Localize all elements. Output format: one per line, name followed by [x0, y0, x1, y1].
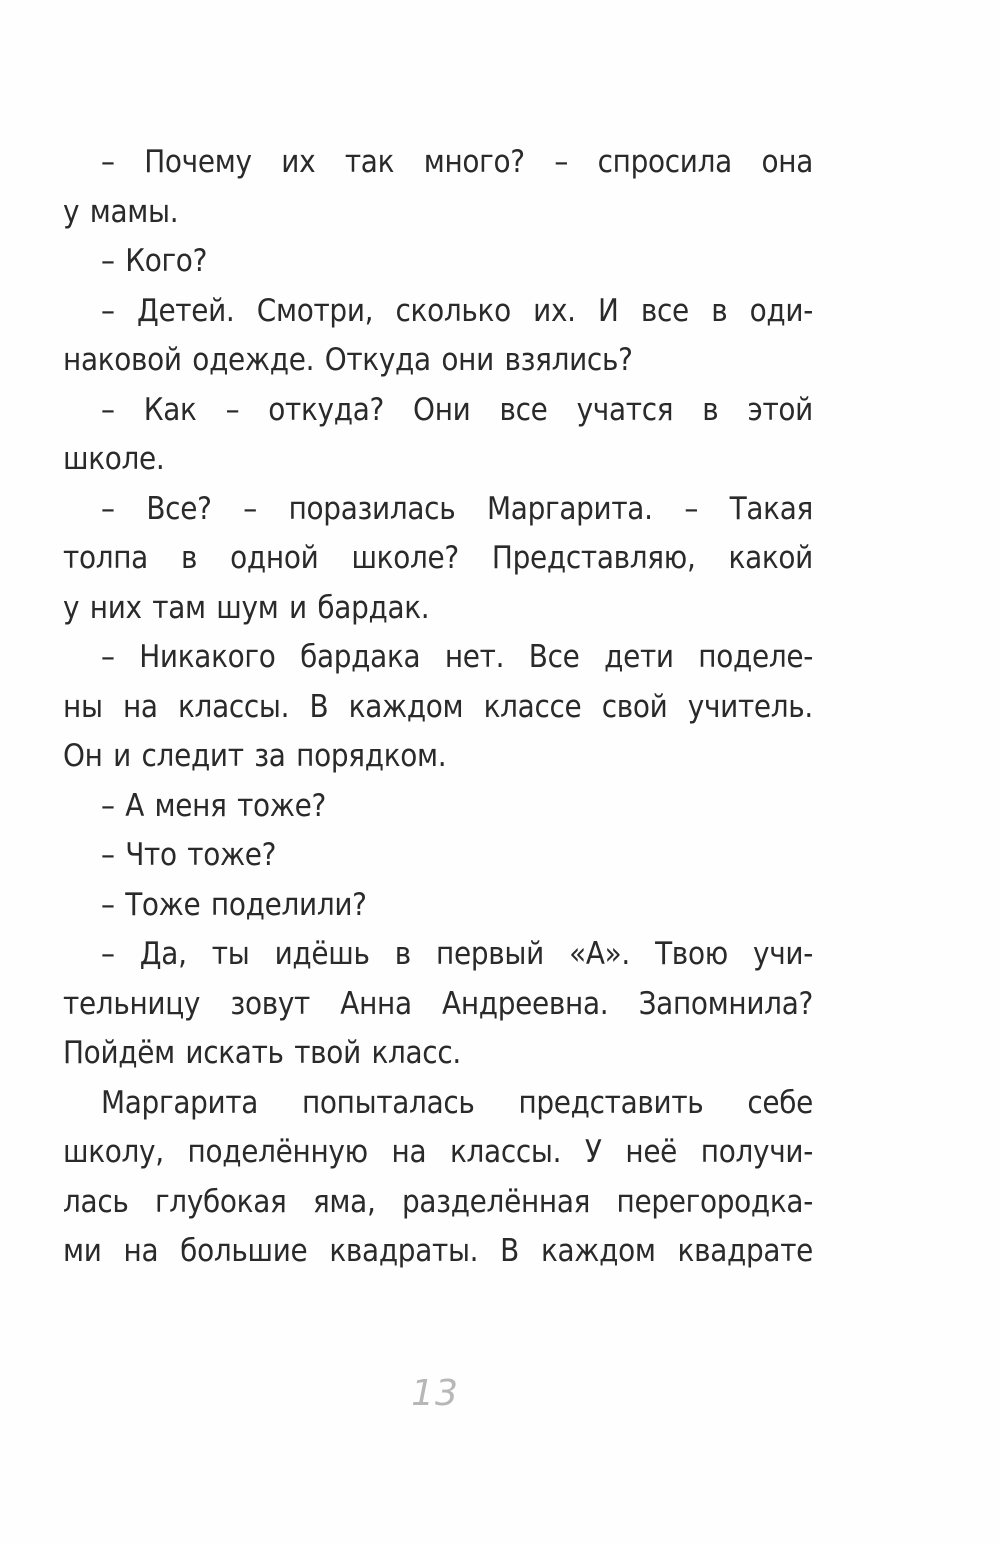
text-line: – Как – откуда? Они все учатся в этой — [101, 391, 813, 428]
text-line: – Все? – поразилась Маргарита. – Такая — [101, 490, 813, 527]
text-line: – Детей. Смотри, сколько их. И все в оди- — [101, 292, 813, 329]
text-line: Маргарита попыталась представить себе — [101, 1084, 813, 1121]
text-line: наковой одежде. Откуда они взялись? — [63, 342, 633, 378]
text-line: школе. — [63, 441, 165, 477]
text-line: – Никакого бардака нет. Все дети поделе- — [101, 639, 813, 675]
text-line: у них там шум и бардак. — [63, 589, 430, 626]
text-line: школу, поделённую на классы. У неё получи- — [63, 1134, 813, 1170]
text-line: – Почему их так много? – спросила она — [101, 144, 813, 180]
text-line: – Что тоже? — [101, 837, 277, 873]
text-line: ми на большие квадраты. В каждом квадрате — [63, 1233, 813, 1269]
text-line: – Тоже поделили? — [101, 886, 367, 923]
text-line: – Кого? — [101, 243, 208, 279]
text-line: – Да, ты идёшь в первый «А». Твою учи- — [101, 936, 813, 972]
text-line: ны на классы. В каждом классе свой учитель. — [63, 688, 813, 725]
text-line: у мамы. — [63, 193, 179, 230]
text-line: лась глубокая яма, разделённая перегородка- — [63, 1183, 813, 1220]
text-line: Пойдём искать твой класс. — [63, 1035, 461, 1071]
text-line: тельницу зовут Анна Андреевна. Запомнила? — [63, 985, 813, 1022]
page-text — [63, 138, 813, 1277]
text-line: – А меня тоже? — [101, 787, 326, 824]
page-number: 13 — [411, 1373, 459, 1414]
text-line: толпа в одной школе? Представляю, какой — [63, 540, 813, 576]
text-line: Он и следит за порядком. — [63, 738, 447, 774]
